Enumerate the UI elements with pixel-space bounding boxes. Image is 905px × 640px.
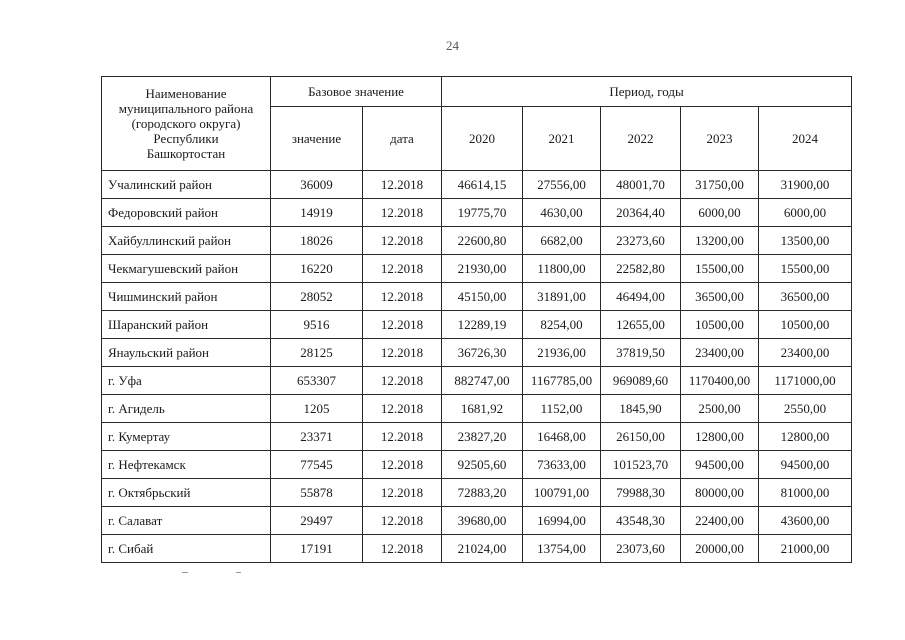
table-row (102, 283, 852, 311)
year-value-cell: 101523,70 (601, 451, 681, 479)
table-row (102, 199, 852, 227)
table-row (102, 395, 852, 423)
year-value-cell: 37819,50 (601, 339, 681, 367)
table-row (102, 255, 852, 283)
base-value-cell: 18026 (271, 227, 363, 255)
base-value-cell: 9516 (271, 311, 363, 339)
base-value-cell: 17191 (271, 535, 363, 563)
year-value-cell: 8254,00 (523, 311, 601, 339)
year-value-cell: 39680,00 (442, 507, 523, 535)
scan-mark (182, 572, 188, 573)
year-value-cell: 13500,00 (759, 227, 852, 255)
year-value-cell: 23400,00 (681, 339, 759, 367)
year-value-cell: 21930,00 (442, 255, 523, 283)
year-value-cell: 22600,80 (442, 227, 523, 255)
year-value-cell: 22400,00 (681, 507, 759, 535)
municipality-name-cell: Учалинский район (102, 171, 271, 199)
base-date-cell: 12.2018 (363, 311, 442, 339)
table-row (102, 311, 852, 339)
year-value-cell: 1167785,00 (523, 367, 601, 395)
municipality-column-header (102, 77, 271, 171)
year-value-cell: 43600,00 (759, 507, 852, 535)
year-value-cell: 94500,00 (759, 451, 852, 479)
municipality-name-cell: г. Салават (102, 507, 271, 535)
municipality-name-cell: г. Сибай (102, 535, 271, 563)
base-value-cell: 16220 (271, 255, 363, 283)
header-name-line: Республики (153, 131, 219, 146)
year-value-cell: 6000,00 (681, 199, 759, 227)
base-value-cell: 77545 (271, 451, 363, 479)
year-value-cell: 1152,00 (523, 395, 601, 423)
year-value-cell: 23827,20 (442, 423, 523, 451)
header-name-line: Наименование (145, 86, 227, 101)
municipality-name-cell: г. Кумертау (102, 423, 271, 451)
year-value-cell: 31891,00 (523, 283, 601, 311)
year-value-cell: 13754,00 (523, 535, 601, 563)
year-value-cell: 46494,00 (601, 283, 681, 311)
base-value-cell: 36009 (271, 171, 363, 199)
municipality-name-cell: Федоровский район (102, 199, 271, 227)
municipality-name-cell: Янаульский район (102, 339, 271, 367)
base-value-cell: 55878 (271, 479, 363, 507)
municipality-name-cell: Хайбуллинский район (102, 227, 271, 255)
year-value-cell: 80000,00 (681, 479, 759, 507)
year-value-cell: 23273,60 (601, 227, 681, 255)
base-value-cell: 14919 (271, 199, 363, 227)
base-date-cell: 12.2018 (363, 283, 442, 311)
year-value-cell: 27556,00 (523, 171, 601, 199)
year-value-cell: 43548,30 (601, 507, 681, 535)
table-row (102, 507, 852, 535)
year-value-cell: 21936,00 (523, 339, 601, 367)
year-value-cell: 20364,40 (601, 199, 681, 227)
base-date-cell: 12.2018 (363, 199, 442, 227)
year-value-cell: 969089,60 (601, 367, 681, 395)
municipality-name-cell: Шаранский район (102, 311, 271, 339)
table-row (102, 423, 852, 451)
municipality-name-cell: г. Нефтекамск (102, 451, 271, 479)
year-value-cell: 26150,00 (601, 423, 681, 451)
value-column-header: значение (271, 107, 363, 171)
year-value-cell: 10500,00 (681, 311, 759, 339)
year-value-cell: 31900,00 (759, 171, 852, 199)
base-value-cell: 1205 (271, 395, 363, 423)
base-date-cell: 12.2018 (363, 451, 442, 479)
year-value-cell: 13200,00 (681, 227, 759, 255)
base-value-cell: 28125 (271, 339, 363, 367)
table-body (102, 171, 852, 563)
municipality-name-cell: Чишминский район (102, 283, 271, 311)
year-value-cell: 36500,00 (759, 283, 852, 311)
year-value-cell: 12289,19 (442, 311, 523, 339)
base-date-cell: 12.2018 (363, 395, 442, 423)
year-value-cell: 23400,00 (759, 339, 852, 367)
base-date-cell: 12.2018 (363, 479, 442, 507)
year-value-cell: 1681,92 (442, 395, 523, 423)
year-value-cell: 2500,00 (681, 395, 759, 423)
table-row (102, 367, 852, 395)
year-value-cell: 12655,00 (601, 311, 681, 339)
year-value-cell: 19775,70 (442, 199, 523, 227)
year-value-cell: 81000,00 (759, 479, 852, 507)
year-column-header: 2022 (601, 107, 681, 171)
municipality-name-cell: г. Уфа (102, 367, 271, 395)
year-value-cell: 12800,00 (681, 423, 759, 451)
header-name-line: муниципального района (118, 101, 254, 116)
year-value-cell: 94500,00 (681, 451, 759, 479)
year-value-cell: 45150,00 (442, 283, 523, 311)
year-value-cell: 31750,00 (681, 171, 759, 199)
header-row-top (102, 77, 852, 107)
year-value-cell: 12800,00 (759, 423, 852, 451)
date-column-header: дата (363, 107, 442, 171)
year-value-cell: 72883,20 (442, 479, 523, 507)
year-value-cell: 1845,90 (601, 395, 681, 423)
table-row (102, 227, 852, 255)
year-value-cell: 36500,00 (681, 283, 759, 311)
base-date-cell: 12.2018 (363, 227, 442, 255)
header-name-line: (городского округа) (131, 116, 241, 131)
year-value-cell: 15500,00 (759, 255, 852, 283)
year-value-cell: 882747,00 (442, 367, 523, 395)
year-column-header: 2021 (523, 107, 601, 171)
year-value-cell: 1171000,00 (759, 367, 852, 395)
header-name-line: Башкортостан (146, 146, 226, 161)
year-column-header: 2023 (681, 107, 759, 171)
year-value-cell: 48001,70 (601, 171, 681, 199)
year-value-cell: 79988,30 (601, 479, 681, 507)
year-column-header: 2024 (759, 107, 852, 171)
scan-mark (236, 572, 241, 573)
year-value-cell: 100791,00 (523, 479, 601, 507)
base-value-cell: 28052 (271, 283, 363, 311)
base-date-cell: 12.2018 (363, 423, 442, 451)
base-date-cell: 12.2018 (363, 367, 442, 395)
year-value-cell: 21024,00 (442, 535, 523, 563)
table-row (102, 339, 852, 367)
data-table (101, 76, 852, 563)
base-date-cell: 12.2018 (363, 507, 442, 535)
year-value-cell: 20000,00 (681, 535, 759, 563)
year-value-cell: 11800,00 (523, 255, 601, 283)
year-value-cell: 1170400,00 (681, 367, 759, 395)
year-column-header: 2020 (442, 107, 523, 171)
year-value-cell: 36726,30 (442, 339, 523, 367)
year-value-cell: 6000,00 (759, 199, 852, 227)
year-value-cell: 15500,00 (681, 255, 759, 283)
base-value-cell: 653307 (271, 367, 363, 395)
year-value-cell: 16468,00 (523, 423, 601, 451)
year-value-cell: 2550,00 (759, 395, 852, 423)
base-value-header: Базовое значение (271, 77, 442, 107)
base-date-cell: 12.2018 (363, 535, 442, 563)
year-value-cell: 22582,80 (601, 255, 681, 283)
year-value-cell: 6682,00 (523, 227, 601, 255)
page-number: 24 (446, 38, 459, 53)
year-value-cell: 23073,60 (601, 535, 681, 563)
year-value-cell: 92505,60 (442, 451, 523, 479)
table-row (102, 451, 852, 479)
period-header: Период, годы (442, 77, 852, 107)
table-row (102, 171, 852, 199)
base-date-cell: 12.2018 (363, 171, 442, 199)
base-date-cell: 12.2018 (363, 339, 442, 367)
table-row (102, 479, 852, 507)
year-value-cell: 16994,00 (523, 507, 601, 535)
year-value-cell: 4630,00 (523, 199, 601, 227)
base-date-cell: 12.2018 (363, 255, 442, 283)
municipality-name-cell: г. Октябрьский (102, 479, 271, 507)
table-row (102, 535, 852, 563)
year-value-cell: 10500,00 (759, 311, 852, 339)
year-value-cell: 21000,00 (759, 535, 852, 563)
municipality-name-cell: г. Агидель (102, 395, 271, 423)
year-value-cell: 46614,15 (442, 171, 523, 199)
base-value-cell: 29497 (271, 507, 363, 535)
municipality-name-cell: Чекмагушевский район (102, 255, 271, 283)
year-value-cell: 73633,00 (523, 451, 601, 479)
base-value-cell: 23371 (271, 423, 363, 451)
